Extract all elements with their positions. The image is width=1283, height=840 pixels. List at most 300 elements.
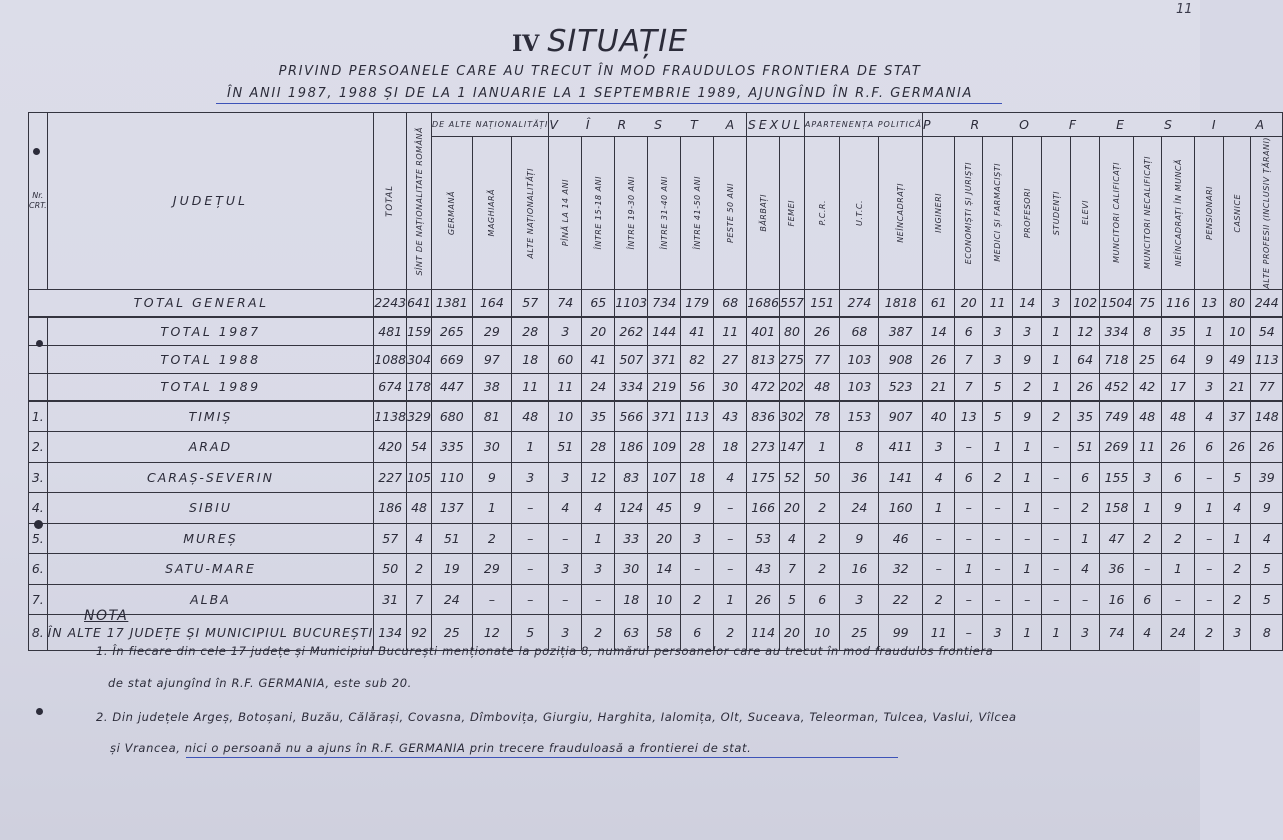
value-cell: 137	[431, 493, 472, 524]
value-cell: 4	[1071, 554, 1100, 585]
value-cell: 8	[1251, 615, 1283, 651]
value-cell: 48	[804, 373, 840, 401]
value-cell: 166	[747, 493, 780, 524]
value-cell: 57	[374, 523, 407, 554]
value-cell: 749	[1100, 401, 1134, 432]
value-cell: 9	[1195, 345, 1223, 373]
value-cell: 105	[407, 462, 432, 493]
table-row	[29, 401, 1283, 432]
value-cell: 1	[804, 432, 840, 463]
value-cell: –	[714, 554, 747, 585]
value-cell: 75	[1133, 289, 1161, 317]
value-cell: 24	[431, 584, 472, 615]
value-cell: 2243	[374, 289, 407, 317]
value-cell: –	[983, 584, 1013, 615]
value-cell: 37	[1223, 401, 1251, 432]
table-row	[29, 523, 1283, 554]
value-cell: 29	[472, 317, 512, 345]
value-cell: –	[1042, 554, 1071, 585]
value-cell: –	[1042, 584, 1071, 615]
value-cell: 3	[983, 317, 1013, 345]
table-row	[29, 493, 1283, 524]
value-cell: 18	[681, 462, 714, 493]
year-total-label: TOTAL 1989	[47, 373, 374, 401]
value-cell: –	[512, 554, 549, 585]
value-cell: 26	[1251, 432, 1283, 463]
value-cell: 7	[780, 554, 805, 585]
value-cell: 11	[714, 317, 747, 345]
note-1-line-2: de stat ajungînd în R.F. GERMANIA, este sub 20.	[108, 676, 412, 690]
value-cell: 16	[1100, 584, 1134, 615]
header-barbati: BĂRBAȚI	[747, 137, 780, 290]
value-cell: 113	[1251, 345, 1283, 373]
value-cell: 1	[1013, 615, 1042, 651]
value-cell: –	[1161, 584, 1195, 615]
value-cell: 11	[983, 289, 1013, 317]
value-cell: 3	[1223, 615, 1251, 651]
value-cell: 523	[879, 373, 923, 401]
value-cell: 159	[407, 317, 432, 345]
value-cell: 77	[1251, 373, 1283, 401]
value-cell: 4	[1133, 615, 1161, 651]
value-cell: 82	[681, 345, 714, 373]
value-cell: 25	[431, 615, 472, 651]
value-cell: 401	[747, 317, 780, 345]
value-cell: 50	[804, 462, 840, 493]
row-number: 5.	[29, 523, 48, 554]
value-cell: 3	[549, 317, 582, 345]
value-cell: 371	[648, 401, 681, 432]
value-cell: 39	[1251, 462, 1283, 493]
value-cell: 113	[681, 401, 714, 432]
value-cell: 18	[512, 345, 549, 373]
empty-cell	[29, 345, 48, 373]
county-name: ALBA	[47, 584, 374, 615]
value-cell: 674	[374, 373, 407, 401]
value-cell: –	[512, 523, 549, 554]
value-cell: –	[983, 554, 1013, 585]
value-cell: –	[1071, 584, 1100, 615]
value-cell: 14	[922, 317, 955, 345]
value-cell: 2	[582, 615, 615, 651]
value-cell: 3	[840, 584, 879, 615]
value-cell: –	[1013, 523, 1042, 554]
value-cell: 3	[512, 462, 549, 493]
value-cell: 43	[747, 554, 780, 585]
value-cell: 7	[955, 345, 983, 373]
value-cell: 28	[681, 432, 714, 463]
value-cell: 669	[431, 345, 472, 373]
value-cell: 1504	[1100, 289, 1134, 317]
value-cell: 60	[549, 345, 582, 373]
value-cell: 7	[955, 373, 983, 401]
value-cell: 17	[1161, 373, 1195, 401]
value-cell: 5	[983, 401, 1013, 432]
value-cell: 47	[1100, 523, 1134, 554]
header-economisti: ECONOMIȘTI ȘI JURIȘTI	[955, 137, 983, 290]
value-cell: 275	[780, 345, 805, 373]
value-cell: 9	[1251, 493, 1283, 524]
value-cell: 153	[840, 401, 879, 432]
value-cell: 1	[1013, 462, 1042, 493]
value-cell: 42	[1133, 373, 1161, 401]
value-cell: 30	[472, 432, 512, 463]
value-cell: 74	[549, 289, 582, 317]
value-cell: 6	[1161, 462, 1195, 493]
value-cell: 3	[1042, 289, 1071, 317]
value-cell: 148	[1251, 401, 1283, 432]
year-total-label: TOTAL 1988	[47, 345, 374, 373]
county-name: SATU-MARE	[47, 554, 374, 585]
value-cell: 49	[1223, 345, 1251, 373]
value-cell: 10	[804, 615, 840, 651]
value-cell: 335	[431, 432, 472, 463]
header-apartenenta-group: APARTENENȚA POLITICĂ	[804, 113, 922, 137]
value-cell: 1	[1133, 493, 1161, 524]
value-cell: –	[472, 584, 512, 615]
value-cell: 9	[472, 462, 512, 493]
value-cell: 21	[1223, 373, 1251, 401]
header-femei: FEMEI	[780, 137, 805, 290]
value-cell: 114	[747, 615, 780, 651]
header-pcr: P.C.R.	[804, 137, 840, 290]
value-cell: 3	[1195, 373, 1223, 401]
value-cell: –	[549, 523, 582, 554]
value-cell: 36	[840, 462, 879, 493]
value-cell: 52	[780, 462, 805, 493]
value-cell: 447	[431, 373, 472, 401]
value-cell: 26	[804, 317, 840, 345]
value-cell: 269	[1100, 432, 1134, 463]
value-cell: 2	[472, 523, 512, 554]
value-cell: 33	[615, 523, 648, 554]
value-cell: 164	[472, 289, 512, 317]
value-cell: 244	[1251, 289, 1283, 317]
value-cell: 2	[714, 615, 747, 651]
value-cell: –	[1195, 462, 1223, 493]
value-cell: 4	[1195, 401, 1223, 432]
total-general-label: TOTAL GENERAL	[29, 289, 374, 317]
value-cell: 124	[615, 493, 648, 524]
value-cell: 1	[922, 493, 955, 524]
value-cell: 1103	[615, 289, 648, 317]
value-cell: 1818	[879, 289, 923, 317]
header-varsta-group: V Î R S T A	[549, 113, 747, 137]
value-cell: 36	[1100, 554, 1134, 585]
value-cell: 18	[714, 432, 747, 463]
value-cell: 1381	[431, 289, 472, 317]
value-cell: 836	[747, 401, 780, 432]
value-cell: –	[1042, 432, 1071, 463]
value-cell: 2	[1042, 401, 1071, 432]
value-cell: 3	[681, 523, 714, 554]
value-cell: 2	[804, 554, 840, 585]
value-cell: –	[1042, 462, 1071, 493]
value-cell: 20	[955, 289, 983, 317]
value-cell: 11	[922, 615, 955, 651]
value-cell: –	[955, 615, 983, 651]
value-cell: 4	[549, 493, 582, 524]
value-cell: 2	[804, 493, 840, 524]
value-cell: 907	[879, 401, 923, 432]
value-cell: 26	[747, 584, 780, 615]
value-cell: 641	[407, 289, 432, 317]
value-cell: 6	[1195, 432, 1223, 463]
value-cell: 53	[747, 523, 780, 554]
header-pensionari: PENSIONARI	[1195, 137, 1223, 290]
value-cell: 144	[648, 317, 681, 345]
note-2-line-1: 2. Din județele Argeș, Botoșani, Buzău, Călărași, Covasna, Dîmbovița, Giurgiu, Harghita, Ialomița, Olt, Suceava, Teleorman, Tulcea, Vaslui, Vîlcea	[96, 710, 1017, 724]
table-row	[29, 373, 1283, 401]
value-cell: 1	[983, 432, 1013, 463]
value-cell: 3	[1071, 615, 1100, 651]
value-cell: –	[1195, 554, 1223, 585]
value-cell: 155	[1100, 462, 1134, 493]
value-cell: 2	[983, 462, 1013, 493]
table-row	[29, 289, 1283, 317]
value-cell: 274	[840, 289, 879, 317]
value-cell: 8	[840, 432, 879, 463]
value-cell: 8	[1133, 317, 1161, 345]
value-cell: 813	[747, 345, 780, 373]
value-cell: 103	[840, 373, 879, 401]
value-cell: 24	[1161, 615, 1195, 651]
county-name: ÎN ALTE 17 JUDEȚE ȘI MUNICIPIUL BUCUREȘTI	[47, 615, 374, 651]
value-cell: 58	[648, 615, 681, 651]
value-cell: 35	[1071, 401, 1100, 432]
value-cell: 5	[512, 615, 549, 651]
value-cell: 3	[983, 345, 1013, 373]
margin-mark	[33, 148, 40, 155]
value-cell: 29	[472, 554, 512, 585]
value-cell: 1	[1042, 615, 1071, 651]
row-number: 1.	[29, 401, 48, 432]
value-cell: 20	[582, 317, 615, 345]
header-41-50: ÎNTRE 41-50 ANI	[681, 137, 714, 290]
value-cell: 50	[374, 554, 407, 585]
value-cell: 2	[1071, 493, 1100, 524]
value-cell: 51	[431, 523, 472, 554]
value-cell: 103	[840, 345, 879, 373]
value-cell: 46	[879, 523, 923, 554]
header-romana: SÎNT DE NAȚIONALITATE ROMÂNĂ	[407, 113, 432, 290]
value-cell: 557	[780, 289, 805, 317]
value-cell: –	[1133, 554, 1161, 585]
header-elevi: ELEVI	[1071, 137, 1100, 290]
value-cell: 41	[582, 345, 615, 373]
row-number: 3.	[29, 462, 48, 493]
value-cell: 334	[615, 373, 648, 401]
table-row	[29, 554, 1283, 585]
header-15-18: ÎNTRE 15-18 ANI	[582, 137, 615, 290]
value-cell: 1	[1042, 317, 1071, 345]
value-cell: 54	[407, 432, 432, 463]
note-1-line-1: 1. În fiecare din cele 17 județe și Municipiul București menționate la poziția 8, numărul persoanelor care au trecut în mod fraudulos frontiera	[96, 644, 994, 658]
value-cell: 22	[879, 584, 923, 615]
value-cell: 1	[1195, 317, 1223, 345]
value-cell: 4	[407, 523, 432, 554]
value-cell: –	[955, 432, 983, 463]
county-name: SIBIU	[47, 493, 374, 524]
value-cell: 21	[922, 373, 955, 401]
header-alte-profesii: ALTE PROFESII (INCLUSIV ȚĂRANI)	[1251, 137, 1283, 290]
header-nr-crt: Nr. CRT.	[29, 113, 48, 290]
table-row	[29, 317, 1283, 345]
value-cell: 158	[1100, 493, 1134, 524]
note-2-line-2: și Vrancea, nici o persoană nu a ajuns în R.F. GERMANIA prin trecere frauduloasă a frontierei de stat.	[110, 741, 752, 755]
value-cell: 151	[804, 289, 840, 317]
value-cell: 908	[879, 345, 923, 373]
value-cell: 6	[1071, 462, 1100, 493]
value-cell: –	[983, 523, 1013, 554]
value-cell: 9	[1161, 493, 1195, 524]
header-medici: MEDICI ȘI FARMACIȘTI	[983, 137, 1013, 290]
row-number: 6.	[29, 554, 48, 585]
value-cell: 2	[1195, 615, 1223, 651]
value-cell: 1138	[374, 401, 407, 432]
value-cell: 18	[615, 584, 648, 615]
value-cell: 24	[840, 493, 879, 524]
value-cell: 40	[922, 401, 955, 432]
value-cell: 63	[615, 615, 648, 651]
value-cell: 43	[714, 401, 747, 432]
value-cell: 329	[407, 401, 432, 432]
value-cell: 38	[472, 373, 512, 401]
margin-mark	[36, 708, 43, 715]
value-cell: 9	[1013, 345, 1042, 373]
value-cell: 11	[549, 373, 582, 401]
value-cell: 262	[615, 317, 648, 345]
value-cell: –	[714, 493, 747, 524]
value-cell: 1	[1223, 523, 1251, 554]
header-sexul-group: SEXUL	[747, 113, 805, 137]
value-cell: 7	[407, 584, 432, 615]
margin-mark	[34, 520, 43, 529]
value-cell: 97	[472, 345, 512, 373]
header-peste-50: PESTE 50 ANI	[714, 137, 747, 290]
value-cell: 10	[1223, 317, 1251, 345]
value-cell: 2	[407, 554, 432, 585]
value-cell: 56	[681, 373, 714, 401]
value-cell: 1	[1161, 554, 1195, 585]
value-cell: –	[549, 584, 582, 615]
value-cell: 14	[648, 554, 681, 585]
value-cell: 74	[1100, 615, 1134, 651]
header-31-40: ÎNTRE 31-40 ANI	[648, 137, 681, 290]
value-cell: 12	[582, 462, 615, 493]
value-cell: –	[922, 554, 955, 585]
value-cell: 26	[1223, 432, 1251, 463]
underline-mark	[216, 103, 1002, 104]
value-cell: 48	[407, 493, 432, 524]
value-cell: 4	[1223, 493, 1251, 524]
value-cell: 147	[780, 432, 805, 463]
value-cell: 179	[681, 289, 714, 317]
value-cell: 387	[879, 317, 923, 345]
value-cell: 9	[681, 493, 714, 524]
value-cell: 110	[431, 462, 472, 493]
row-number: 2.	[29, 432, 48, 463]
value-cell: 1	[714, 584, 747, 615]
value-cell: 680	[431, 401, 472, 432]
value-cell: –	[1042, 493, 1071, 524]
value-cell: 452	[1100, 373, 1134, 401]
value-cell: 3	[922, 432, 955, 463]
value-cell: 507	[615, 345, 648, 373]
value-cell: 1686	[747, 289, 780, 317]
value-cell: 2	[1133, 523, 1161, 554]
value-cell: 80	[1223, 289, 1251, 317]
value-cell: 116	[1161, 289, 1195, 317]
table-row	[29, 462, 1283, 493]
value-cell: 718	[1100, 345, 1134, 373]
value-cell: –	[1042, 523, 1071, 554]
value-cell: 78	[804, 401, 840, 432]
value-cell: 77	[804, 345, 840, 373]
value-cell: 41	[681, 317, 714, 345]
header-neincadrati-politic: NEÎNCADRAȚI	[879, 137, 923, 290]
value-cell: –	[955, 523, 983, 554]
value-cell: 1	[1042, 345, 1071, 373]
value-cell: 24	[582, 373, 615, 401]
row-number: 8.	[29, 615, 48, 651]
value-cell: 178	[407, 373, 432, 401]
value-cell: 9	[840, 523, 879, 554]
value-cell: 3	[1133, 462, 1161, 493]
header-utc: U.T.C.	[840, 137, 879, 290]
value-cell: 9	[1013, 401, 1042, 432]
value-cell: 4	[1251, 523, 1283, 554]
value-cell: 35	[582, 401, 615, 432]
underline-mark	[186, 757, 898, 758]
value-cell: –	[955, 493, 983, 524]
document-title	[0, 24, 1200, 59]
header-neincadrati-munca: NEÎNCADRAȚI ÎN MUNCĂ	[1161, 137, 1195, 290]
value-cell: 14	[1013, 289, 1042, 317]
row-number: 4.	[29, 493, 48, 524]
value-cell: 1088	[374, 345, 407, 373]
value-cell: 141	[879, 462, 923, 493]
header-judetul: JUDEȚUL	[47, 113, 374, 290]
value-cell: –	[1013, 584, 1042, 615]
value-cell: 6	[804, 584, 840, 615]
value-cell: 3	[549, 615, 582, 651]
value-cell: 420	[374, 432, 407, 463]
value-cell: 25	[1133, 345, 1161, 373]
value-cell: –	[1195, 584, 1223, 615]
value-cell: 109	[648, 432, 681, 463]
value-cell: 1	[1013, 554, 1042, 585]
value-cell: 2	[1161, 523, 1195, 554]
value-cell: 1	[1013, 493, 1042, 524]
empty-cell	[29, 373, 48, 401]
header-total: TOTAL	[374, 113, 407, 290]
value-cell: 202	[780, 373, 805, 401]
county-name: TIMIȘ	[47, 401, 374, 432]
header-pina-14: PÎNĂ LA 14 ANI	[549, 137, 582, 290]
county-name: MUREȘ	[47, 523, 374, 554]
value-cell: 51	[1071, 432, 1100, 463]
value-cell: 4	[780, 523, 805, 554]
value-cell: 68	[840, 317, 879, 345]
value-cell: 102	[1071, 289, 1100, 317]
value-cell: 1	[1042, 373, 1071, 401]
value-cell: 26	[922, 345, 955, 373]
value-cell: –	[681, 554, 714, 585]
year-total-label: TOTAL 1987	[47, 317, 374, 345]
value-cell: 11	[512, 373, 549, 401]
value-cell: 2	[1223, 554, 1251, 585]
